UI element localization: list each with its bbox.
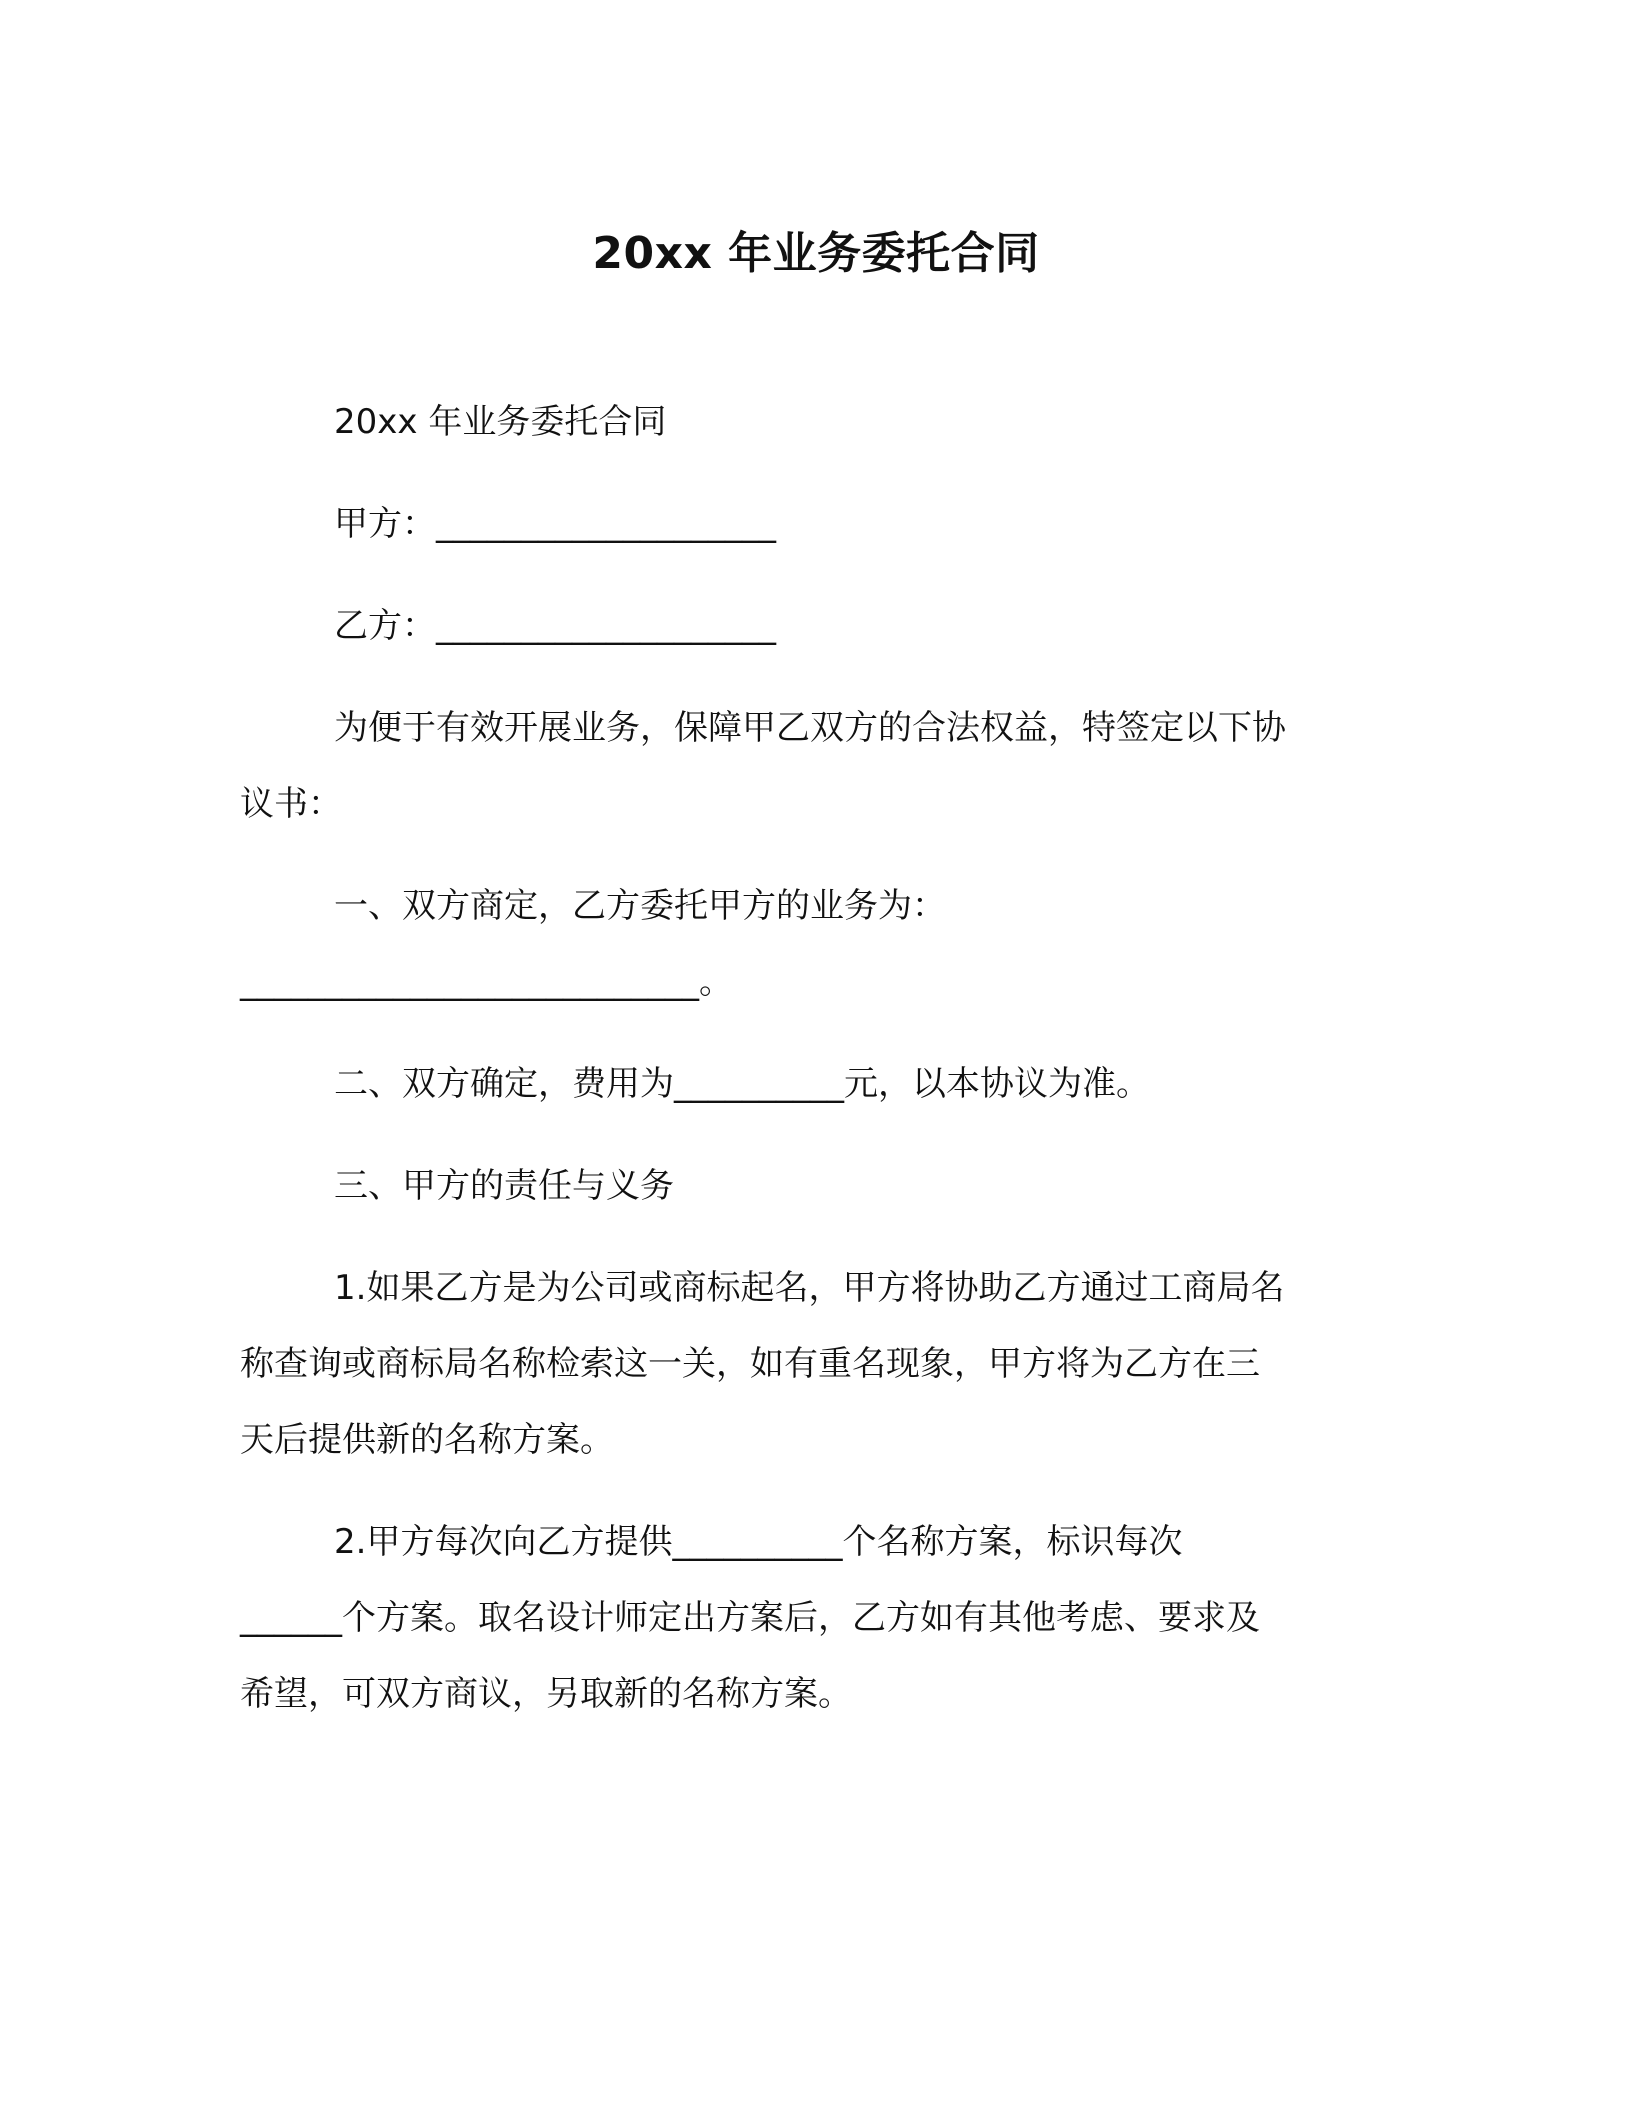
subtitle-line: 20xx 年业务委托合同 (334, 402, 667, 442)
document-body (240, 384, 1390, 1732)
party-a-line: 甲方：____________________ (334, 504, 776, 544)
clause-1-line-1: 一、双方商定，乙方委托甲方的业务为： (334, 886, 946, 926)
clause-1-line-2: ___________________________。 (240, 962, 733, 1002)
preamble-line-2: 议书： (240, 784, 342, 824)
clause-2-line: 二、双方确定，费用为__________元，以本协议为准。 (334, 1064, 1150, 1104)
item-1-line-1: 1.如果乙方是为公司或商标起名，甲方将协助乙方通过工商局名 (334, 1268, 1285, 1308)
party-b-line: 乙方：____________________ (334, 606, 776, 646)
item-2-line-1: 2.甲方每次向乙方提供__________个名称方案，标识每次 (334, 1522, 1183, 1562)
preamble-line-1: 为便于有效开展业务，保障甲乙双方的合法权益，特签定以下协 (334, 708, 1286, 748)
item-1-line-2: 称查询或商标局名称检索这一关，如有重名现象，甲方将为乙方在三 (240, 1344, 1260, 1384)
item-1-line-3: 天后提供新的名称方案。 (240, 1420, 614, 1460)
document-title: 20xx 年业务委托合同 (592, 228, 1040, 279)
item-2-line-3: 希望，可双方商议，另取新的名称方案。 (240, 1674, 852, 1714)
item-2-line-2: ______个方案。取名设计师定出方案后，乙方如有其他考虑、要求及 (240, 1598, 1260, 1638)
clause-3-heading: 三、甲方的责任与义务 (334, 1166, 674, 1206)
